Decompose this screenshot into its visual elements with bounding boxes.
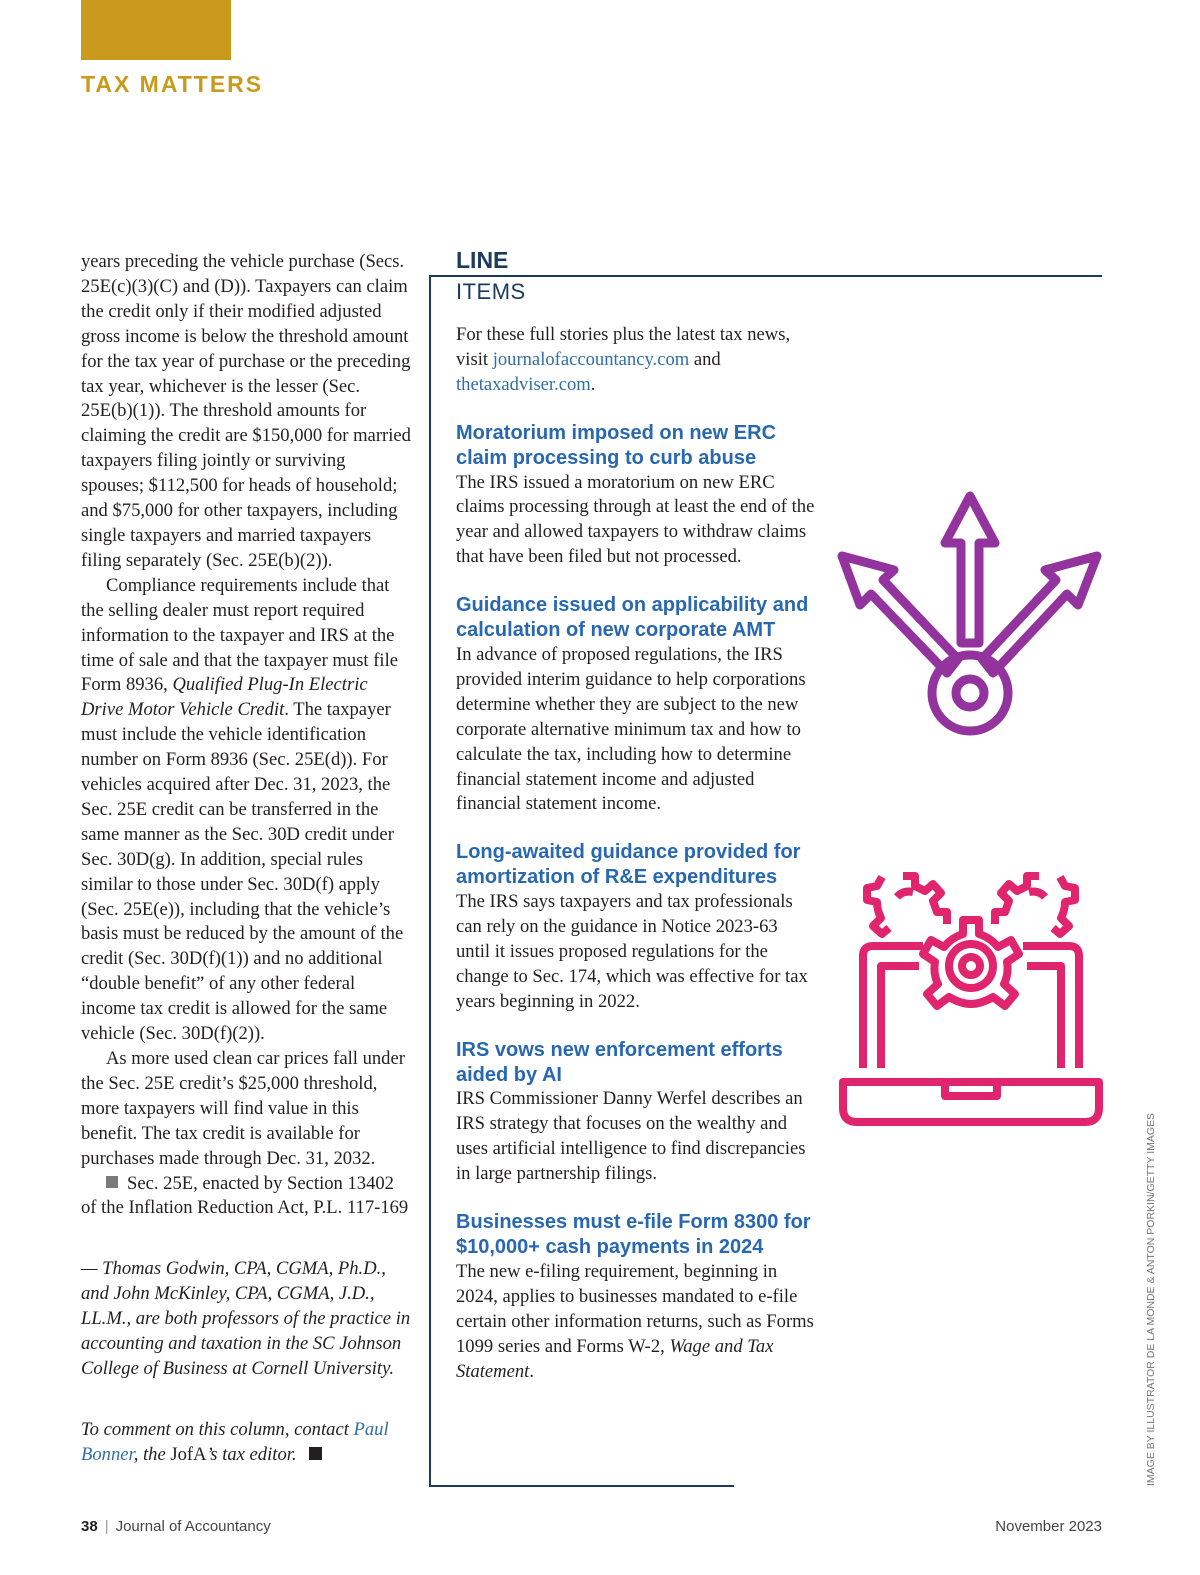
line-items-intro: For these full stories plus the latest tax news, visit journalofaccountancy.com and thetaxadviser.com.: [456, 324, 791, 395]
editor-link[interactable]: Paul Bonner: [81, 1418, 389, 1465]
article-paragraph-2: Compliance requirements include that the selling dealer must report required information to the taxpayer and IRS at the time of sale and that the taxpayer must file Form 8936, Qualified Plug-In Electric Drive Motor Vehicle Credit. The taxpayer must include the vehicle identification number on Form 8936 (Sec. 25E(d)). For vehicles acquired after Dec. 31, 2023, the Sec. 25E credit can be transferred in the same manner as the Sec. 30D credit under Sec. 30D(g). In addition, special rules similar to those under Sec. 30D(f) apply (Sec. 25E(e)), including that the vehicle’s basis must be reduced by the amount of the credit (Sec. 30D(f)(1)) and no additional “double benefit” of any other federal income tax credit is allowed for the same vehicle (Sec. 30D(f)(2)).: [81, 574, 404, 1045]
form-title: Qualified Plug-In Electric Drive Motor Vehicle Credit: [81, 674, 368, 721]
sidebar-border-bottom: [429, 1485, 734, 1487]
contact-note: To comment on this column, contact Paul Bonner, the JofA’s tax editor.: [81, 1418, 389, 1465]
line-item-body: In advance of proposed regulations, the IRS provided interim guidance to help corporations determine whether they are subject to the new corporate alternative minimum tax and how to calculate the tax, including how to determine financial statement income and adjusted financial statement income.: [456, 643, 806, 815]
sidebar-subtitle: ITEMS: [456, 279, 526, 304]
article-paragraph-1: years preceding the vehicle purchase (Secs. 25E(c)(3)(C) and (D)). Taxpayers can claim the credit only if their modified adjusted gross income is below the threshold amount for the tax year of purchase or the preceding tax year, whichever is the lesser (Sec. 25E(b)(1)). The threshold amounts for claiming the credit are $150,000 for married taxpayers filing jointly or surviving spouses; $112,500 for heads of household; and $75,000 for other taxpayers, including single taxpayers and married taxpayers filing separately (Sec. 25E(b)(2)).: [81, 251, 411, 571]
line-item-heading: Guidance issued on applicability and calculation of new corporate AMT: [456, 594, 809, 642]
line-item: [456, 840, 816, 1014]
line-item-body: The new e-filing requirement, beginning in 2024, applies to businesses mandated to e-file certain other information returns, such as Forms 1099 series and Forms W-2, Wage and Tax Statement.: [456, 1260, 814, 1382]
page-footer: 38 | Journal of Accountancy: [81, 1518, 271, 1535]
reference-note: Sec. 25E, enacted by Section 13402 of the Inflation Reduction Act, P.L. 117-169: [81, 1172, 409, 1219]
section-label: TAX MATTERS: [81, 71, 264, 97]
tax-adviser-link[interactable]: thetaxadviser.com: [456, 373, 591, 395]
sidebar-border-left: [429, 275, 431, 1487]
publication-name: Journal of Accountancy: [115, 1518, 271, 1535]
image-credit: IMAGE BY ILLUSTRATOR DE LA MONDE & ANTON PORKIN/GETTY IMAGES: [1145, 1112, 1157, 1486]
line-item: [456, 421, 816, 570]
journal-link[interactable]: journalofaccountancy.com: [492, 348, 690, 370]
line-item-body: The IRS issued a moratorium on new ERC claims processing through at least the end of the year and allowed taxpayers to withdraw claims that have been filed but not processed.: [456, 471, 815, 568]
line-item: [456, 593, 816, 817]
laptop-gears-icon: [833, 868, 1109, 1132]
page-number: 38: [81, 1518, 98, 1535]
article-column: [81, 250, 411, 1468]
issue-date: November 2023: [995, 1518, 1102, 1535]
line-item-heading: Long-awaited guidance provided for amortization of R&E expenditures: [456, 841, 801, 889]
line-item-heading: IRS vows new enforcement efforts aided by AI: [456, 1038, 783, 1086]
reference-square-icon: [106, 1176, 118, 1188]
line-item-heading: Businesses must e-file Form 8300 for $10,000+ cash payments in 2024: [456, 1211, 811, 1258]
article-paragraph-3: As more used clean car prices fall under the Sec. 25E credit’s $25,000 threshold, more taxpayers will find value in this benefit. The tax credit is available for purchases made through Dec. 31, 2032.: [81, 1048, 405, 1169]
author-bio: — Thomas Godwin, CPA, CGMA, Ph.D., and John McKinley, CPA, CGMA, J.D., LL.M., are both professors of the practice in accounting and taxation in the SC Johnson College of Business at Cornell University.: [81, 1258, 411, 1379]
line-item: [456, 1038, 816, 1187]
sidebar-title: LINE: [456, 247, 509, 273]
end-mark-icon: [309, 1447, 322, 1460]
line-item-body: IRS Commissioner Danny Werfel describes an IRS strategy that focuses on the wealthy and uses artificial intelligence to find discrepancies in large partnership filings.: [456, 1088, 806, 1185]
line-item-body: The IRS says taxpayers and tax professionals can rely on the guidance in Notice 2023-63 until it issues proposed regulations for the change to Sec. 174, which was effective for tax years beginning in 2022.: [456, 891, 808, 1012]
sidebar-border-top: [429, 275, 1102, 277]
line-item: [456, 1210, 816, 1384]
line-item-heading: Moratorium imposed on new ERC claim processing to curb abuse: [456, 421, 777, 469]
line-items-column: [456, 323, 816, 1384]
section-color-tab: [81, 0, 231, 60]
branching-arrows-icon: [833, 488, 1109, 750]
